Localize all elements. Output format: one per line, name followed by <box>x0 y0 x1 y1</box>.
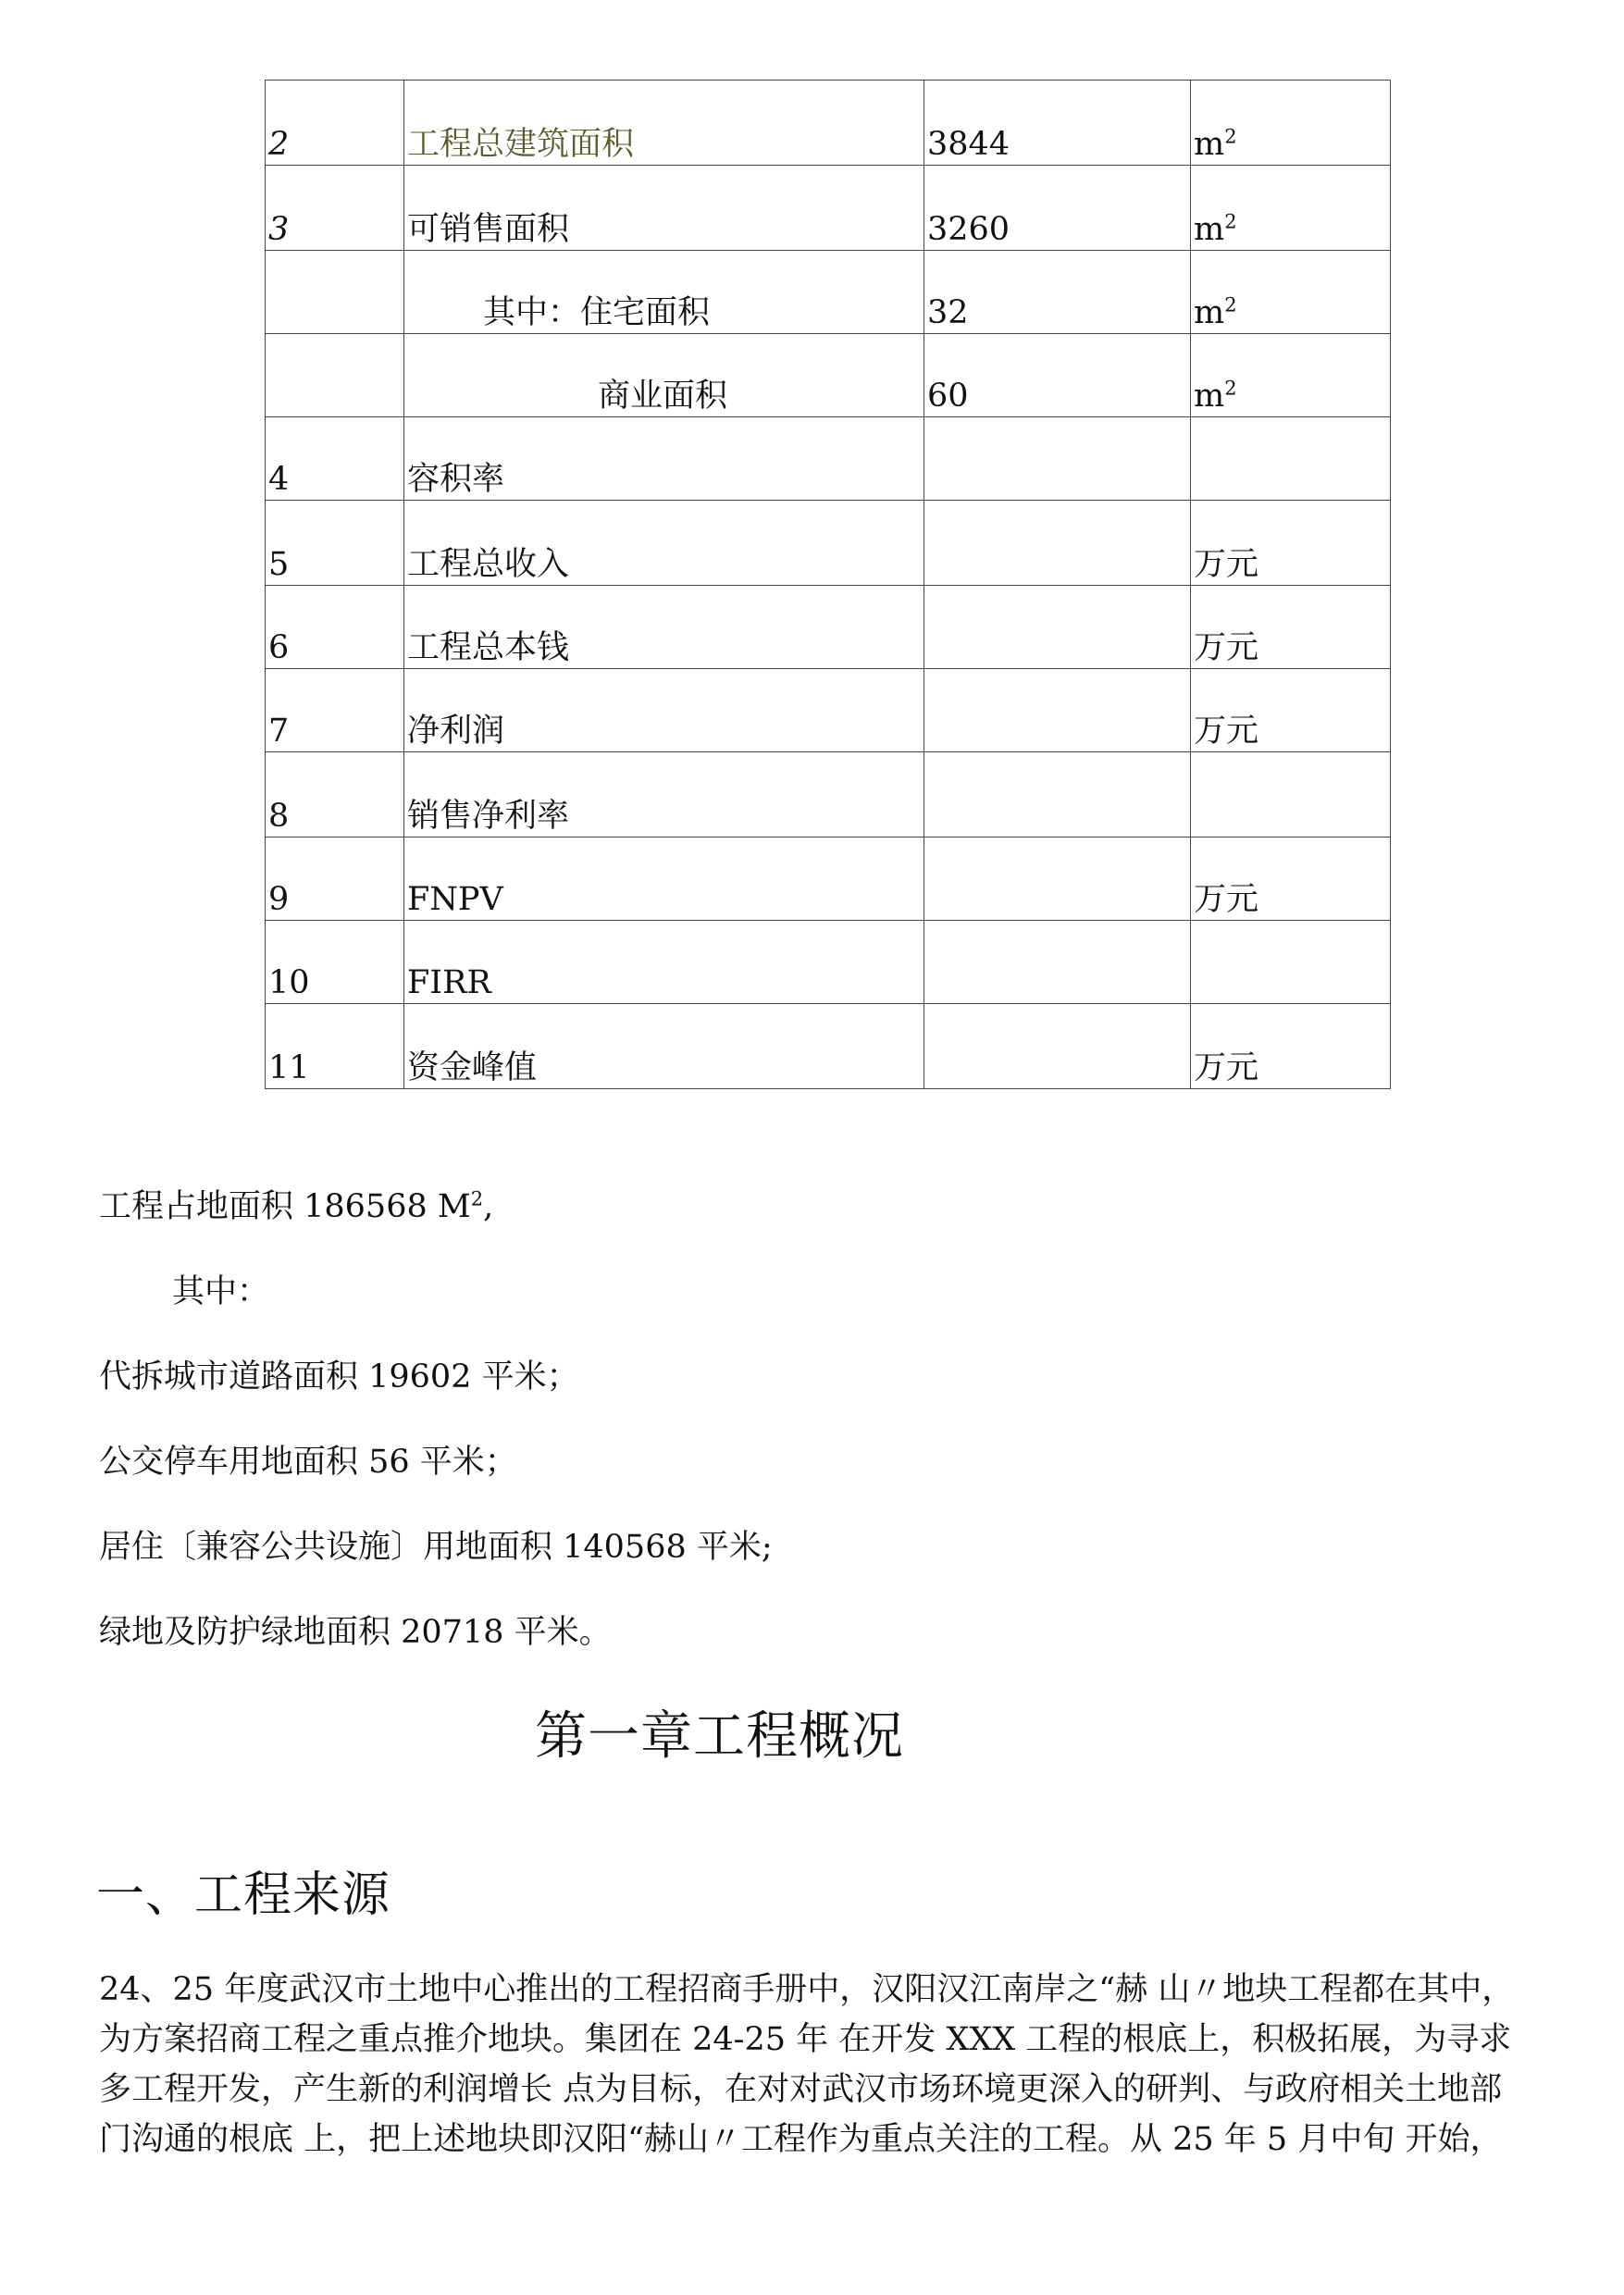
unit-text: 万元 <box>1194 628 1259 666</box>
value-cell <box>924 921 1191 1004</box>
chapter-title: 第一章工程概况 <box>535 1706 904 1767</box>
item-name-cell <box>404 251 924 334</box>
table-row <box>266 501 1391 586</box>
unit-text: 万元 <box>1194 1048 1259 1086</box>
item-name-cell <box>404 417 924 501</box>
unit-text: m <box>1194 125 1225 163</box>
unit-text: 万元 <box>1194 712 1259 750</box>
value-cell: 32 <box>924 251 1191 334</box>
unit-text: 万元 <box>1194 545 1259 583</box>
item-name-cell <box>404 669 924 752</box>
unit-cell <box>1191 334 1391 417</box>
item-name-cell <box>404 334 924 417</box>
unit-superscript: 2 <box>1224 376 1237 399</box>
body-line: 24、25 年度武汉市土地中心推出的工程招商手册中，汉阳汉江南岸之“赫 山〃地块工程都在其中， <box>99 1971 1515 2008</box>
table-row <box>266 417 1391 501</box>
body-line: 门沟通的根底 上，把上述地块即汉阳“赫山〃工程作为重点关注的工程。从 25 年 5 月中旬 开始， <box>99 2121 1503 2158</box>
value-cell: 3844 <box>924 81 1191 166</box>
land-bus-line: 公交停车用地面积 56 平米； <box>99 1444 517 1481</box>
body-paragraph <box>99 1965 1547 2165</box>
table-row <box>266 586 1391 669</box>
row-number-cell: 11 <box>266 1004 404 1089</box>
unit-text: m <box>1194 377 1225 415</box>
value-cell <box>924 417 1191 501</box>
row-number-cell: 6 <box>266 586 404 669</box>
value-cell <box>924 501 1191 586</box>
table-row <box>266 81 1391 166</box>
row-number-cell: 8 <box>266 752 404 837</box>
table-row <box>266 669 1391 752</box>
item-name-text: 可销售面积 <box>407 210 570 248</box>
item-name-cell <box>404 166 924 251</box>
item-name-text: 商业面积 <box>598 377 728 415</box>
item-name-cell <box>404 501 924 586</box>
land-total-suffix: , <box>483 1188 494 1225</box>
land-total-sup: 2 <box>470 1187 484 1210</box>
item-name-text: 净利润 <box>407 712 505 750</box>
item-name-text: 工程总收入 <box>407 545 570 583</box>
value-cell <box>924 586 1191 669</box>
project-summary-table <box>265 80 1391 1089</box>
unit-superscript: 2 <box>1224 292 1237 316</box>
unit-superscript: 2 <box>1224 124 1237 147</box>
row-number-cell <box>266 334 404 417</box>
value-cell <box>924 669 1191 752</box>
land-total-line <box>99 1181 493 1227</box>
value-cell <box>924 1004 1191 1089</box>
item-name-text: 工程总建筑面积 <box>407 125 635 163</box>
item-name-text: 工程总本钱 <box>407 628 570 666</box>
item-name-text: 容积率 <box>407 460 505 498</box>
table-row <box>266 837 1391 921</box>
value-cell: 3260 <box>924 166 1191 251</box>
value-cell <box>924 752 1191 837</box>
item-name-text: FNPV <box>407 880 503 918</box>
item-name-text: 销售净利率 <box>407 797 570 835</box>
item-name-cell <box>404 586 924 669</box>
table-row <box>266 334 1391 417</box>
unit-cell <box>1191 586 1391 669</box>
unit-superscript: 2 <box>1224 209 1237 232</box>
row-number-cell: 4 <box>266 417 404 501</box>
value-cell <box>924 837 1191 921</box>
row-number-cell: 7 <box>266 669 404 752</box>
unit-cell <box>1191 417 1391 501</box>
unit-cell <box>1191 501 1391 586</box>
table-row <box>266 251 1391 334</box>
unit-cell <box>1191 81 1391 166</box>
unit-cell <box>1191 921 1391 1004</box>
body-line: 多工程开发，产生新的利润增长 点为目标，在对对武汉市场环境更深入的研判、与政府相关土地部 <box>99 2071 1503 2108</box>
unit-cell <box>1191 166 1391 251</box>
section-title: 一、工程来源 <box>96 1867 391 1923</box>
table-row <box>266 166 1391 251</box>
row-number-cell <box>266 251 404 334</box>
table-row <box>266 921 1391 1004</box>
land-green-line: 绿地及防护绿地面积 20718 平米。 <box>99 1614 612 1651</box>
item-name-text: 其中：住宅面积 <box>483 293 711 331</box>
item-name-cell <box>404 752 924 837</box>
item-name-cell <box>404 1004 924 1089</box>
item-name-text: 资金峰值 <box>407 1048 538 1086</box>
summary-table-body <box>266 81 1391 1089</box>
unit-cell <box>1191 837 1391 921</box>
unit-cell <box>1191 669 1391 752</box>
row-number-cell: 10 <box>266 921 404 1004</box>
land-road-line: 代拆城市道路面积 19602 平米； <box>99 1358 579 1396</box>
body-line: 为方案招商工程之重点推介地块。集团在 24-25 年 在开发 XXX 工程的根底上，积极拓展，为寻求 <box>99 2021 1512 2058</box>
land-among-line: 其中： <box>172 1273 270 1310</box>
item-name-text: FIRR <box>407 963 491 1001</box>
row-number-cell: 2 <box>266 81 404 166</box>
item-name-cell <box>404 837 924 921</box>
unit-text: m <box>1194 293 1225 331</box>
unit-text: m <box>1194 210 1225 248</box>
unit-cell <box>1191 752 1391 837</box>
row-number-cell: 5 <box>266 501 404 586</box>
table-row <box>266 1004 1391 1089</box>
unit-text: 万元 <box>1194 880 1259 918</box>
land-total-text: 工程占地面积 186568 M <box>99 1188 471 1225</box>
land-residential-line: 居住〔兼容公共设施〕用地面积 140568 平米; <box>99 1529 773 1566</box>
table-row <box>266 752 1391 837</box>
item-name-cell <box>404 81 924 166</box>
value-cell: 60 <box>924 334 1191 417</box>
unit-cell <box>1191 1004 1391 1089</box>
item-name-cell <box>404 921 924 1004</box>
unit-cell <box>1191 251 1391 334</box>
row-number-cell: 9 <box>266 837 404 921</box>
row-number-cell: 3 <box>266 166 404 251</box>
